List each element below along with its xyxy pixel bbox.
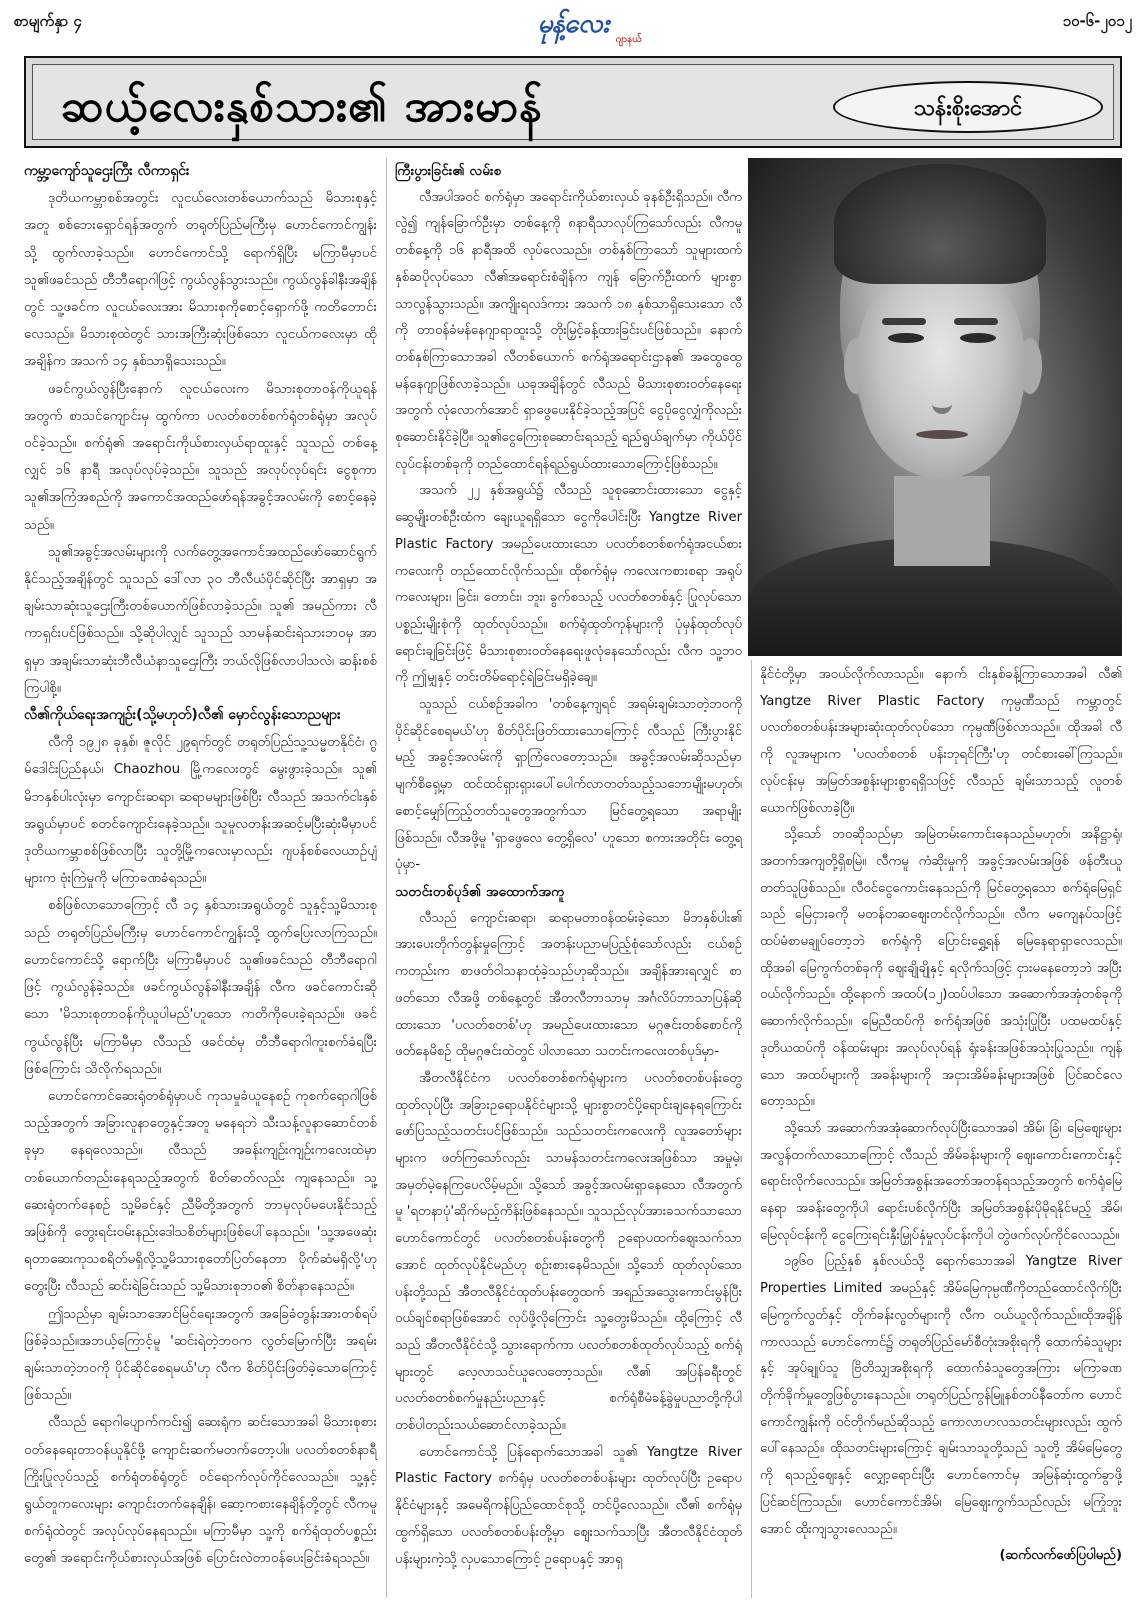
- paragraph: အသက် ၂၂ နှစ်အရွယ်၌ လီသည် သူစုဆောင်းထားသော ငွေနှင့် ဆွေမျိုးတစ်ဦးထံက ချေးယူရရှိသော ငွေကိုပေါင်းပြီး Yangtze River Plastic Factory အမည်ပေးထားသော ပလတ်စတစ်စက်ရုံအငယ်စားကလေးကို တည်ထောင်လိုက်သည်။ ထိုစက်ရုံမှ ကလေးကစားစရာ အရုပ်ကလေးများ၊ ခြင်း၊ တောင်း၊ ဘူး၊ ခွက်စသည့် ပလတ်စတစ်နှင့် ပြုလုပ်သော ပစ္စည်းမျိုးစုံကို ထုတ်လုပ်သည်။ စက်ရုံထုတ်ကုန်များကို ပုံမှန်ထုတ်လုပ်ရောင်းချခြင်းဖြင့် မိသားစုစားဝတ်နေရေးဖူလုံနေသော်လည်း လီက သူ့ဘဝကို ဤမျှနှင့် တင်းတိမ်ရောင့်ရဲခြင်းမရှိခဲ့ချေ။: [395, 483, 742, 686]
- author-oval: [833, 81, 1103, 133]
- headline-box: [24, 56, 1122, 148]
- article-column-2: [395, 158, 742, 1573]
- page-header: [0, 0, 1146, 52]
- paragraph: ဒုတိယကမ္ဘာစစ်အတွင်း လူငယ်လေးတစ်ယောက်သည် မိသားစုနှင့်အတူ စစ်ဘေးရှောင်ရန်အတွက် တရုတ်ပြည်မကြီးမှ ဟောင်ကောင်ကျွန်းသို့ ထွက်လာခဲ့သည်။ ဟောင်ကောင်သို့ ရောက်ရှိပြီး မကြာမီမှာပင် သူ၏ဖခင်သည် တီဘီရောဂါဖြင့် ကွယ်လွန်သွားသည်။ ကွယ်လွန်ခါနီးအချိန်တွင် သူ့ဖခင်က လူငယ်လေးအား မိသားစုကိုစောင့်ရှောက်ဖို့ ကတိတောင်းလေသည်။ မိသားစုထဲတွင် သားအကြီးဆုံးဖြစ်သော လူငယ်ကလေးမှာ ထိုအချိန်က အသက် ၁၄ နှစ်သာရှိသေးသည်။: [24, 191, 377, 370]
- paragraph: လီသည် ကျောင်းဆရာ၊ ဆရာမတာဝန်ထမ်းခဲ့သော မိဘနှစ်ပါး၏ အားပေးတိုက်တွန်းမှုကြောင့် အတန်းပညာမပြည့်စုံသော်လည်း ငယ်စဉ်ကတည်းက စာဖတ်ဝါသနာထုံခဲ့သည်ဟုဆိုသည်။ အချိန်အားရလျှင် စာဖတ်သော လီအဖို့ တစ်နေ့တွင် အီတလီဘာသာမှ အင်္ဂလိပ်ဘာသာပြန်ဆိုထားသော 'ပလတ်စတစ်'ဟု အမည်ပေးထားသော မဂ္ဂဇင်းတစ်စောင်ကို ဖတ်နေမိစဉ် ထိုမဂ္ဂဇင်းထဲတွင် ပါလာသော သတင်းကလေးတစ်ပုဒ်မှာ-: [395, 910, 742, 1060]
- section-heading: လီ၏ကိုယ်ရေးအကျဉ်း(သို့မဟုတ်)လီ၏ မှောင်လွန်းသောညများ: [24, 707, 341, 724]
- paragraph: သူ၏အခွင့်အလမ်းများကို လက်တွေ့အကောင်အထည်ဖော်ဆောင်ရွက်နိုင်သည့်အချိန်တွင် သူသည် ဒေါ်လာ ၃၀ ဘီလီယံပိုင်ဆိုင်ပြီး အာရှမှာ အချမ်းသာဆုံးသူဌေးကြီးတစ်ယောက်ဖြစ်လာခဲ့သည်။ သူ၏ အမည်ကား လီကာရှင်းပင်ဖြစ်သည်။ သို့ဆိုပါလျှင် သူသည် သာမန်ဆင်းရဲသားဘဝမှ အာရှမှာ အချမ်းသာဆုံးဘီလီယံနာသူဌေးကြီး ဘယ်လိုဖြစ်လာပါသလဲ၊ ဆန်းစစ်ကြပါစို့။: [24, 544, 377, 696]
- photo-brow: [954, 318, 998, 325]
- photo-mouth: [916, 430, 968, 439]
- logo-main-text: မုန့်လေး: [537, 9, 609, 39]
- page-number: စာမျက်နှာ ၄: [14, 12, 82, 30]
- column-divider: [386, 158, 387, 1598]
- paragraph: ဟောင်ကောင်ဆေးရုံတစ်ရုံမှာပင် ကုသမှုခံယူနေစဉ် ကုစက်ရောဂါဖြစ်သည့်အတွက် အခြားလူနာတွေနှင့်အတူ မနေရဘဲ သီးသန့်လူနာဆောင်တစ်ခုမှာ နေရလေသည်။ လီသည် အခန်းကျဉ်းကျဉ်းကလေးထဲမှာ တစ်ယောက်တည်းနေရသည့်အတွက် စိတ်ဓာတ်လည်း ကျနေသည်။ သူ့ဆေးရုံတက်နေစဉ် သူ့မိခင်နှင့် ညီမိတို့အတွက် ဘာမှလုပ်မပေးနိုင်သည့်အဖြစ်ကို တွေးရင်းဝမ်းနည်းဒေါသစိတ်များဖြစ်ပေါ်နေသည်။ 'သူ့အဖေဆုံးရတာဆေးကုသစရိတ်မရှိလို့သူ့မိသားစုတော်ပြတ်နေတာ ပိုက်ဆံမရှိလို့'ဟု တွေးပြီး လီသည် ဆင်းရဲခြင်းသည် သူ့မိသားစုဘဝ၏ စိတ်နာနေသည်။: [24, 1088, 377, 1295]
- author-name: သန်းစိုးအောင်: [913, 96, 1023, 121]
- article-column-1: [24, 158, 377, 1573]
- issue-date: ၁၀-၆-၂၀၁၂: [1062, 12, 1132, 30]
- photo-brow: [882, 318, 926, 325]
- paragraph: သူသည် ငယ်စဉ်အခါက 'တစ်နေ့ကျရင် အရမ်းချမ်းသာတဲ့ဘဝကို ပိုင်ဆိုင်စေရမယ်'ဟု စိတ်ပိုင်းဖြတ်ထားသောကြောင့် လီသည် ကြီးပွားနိုင်မည့် အခွင့်အလမ်းကို ရှာကြံလေတော့သည်။ အခွင့်အလမ်းဆိုသည်မှာ မျက်စိရှေ့မှာ ထင်ထင်ရှားရှားပေါ်ပေါက်လာတတ်သည့်သဘောမျိုးမဟုတ်၊ စောင့်မျှော်ကြည့်တတ်သူတွေအတွက်သာ မြင်တွေ့ရသော အရာမျိုးဖြစ်သည်။ လီအဖို့မူ 'ရှာဖွေလေ တွေ့ရှိလေ' ဟူသော စကားအတိုင်း တွေ့ရပုံမှာ-: [395, 697, 742, 873]
- paragraph: လီသည် ရောဂါပျောက်ကင်း၍ ဆေးရုံက ဆင်းသောအခါ မိသားစုစားဝတ်နေရေးတာဝန်ယူနိုင်ဖို့ ကျောင်းဆက်မတက်တော့ပါ။ ပလတ်စတစ်နာရီကြိုးပြုလုပ်သည့် စက်ရုံတစ်ရုံတွင် ဝင်ရောက်လုပ်ကိုင်လေသည်။ သူ့နှင့်ရွယ်တူကလေးများ ကျောင်းတက်နေချိန်၊ ဆော့ကစားနေချိန်တို့တွင် လီကမူ စက်ရုံထဲတွင် အလုပ်လုပ်နေရသည်။ မကြာမီမှာ သူ့ကို စက်ရုံထုတ်ပစ္စည်းတွေ၏ အရောင်းကိုယ်စားလှယ်အဖြစ် ပြောင်းလဲတာဝန်ပေးခြင်းခံရသည်။: [24, 1415, 377, 1567]
- paragraph: သို့သော် အဆောက်အအုံဆောက်လုပ်ပြီးသောအခါ အိမ်၊ ခြံ၊ မြေဈေးများ အလွန်တက်လာသောကြောင့် လီသည် အိမ်ခန်းများကို ဈေးကောင်းကောင်းနှင့် ရောင်းလိုက်လေသည်။ အမြတ်အစွန်းအတော်အတန်ရသည့်အတွက် စက်ရုံမြေနေရာ အခန်းတွေကိုပါ ရောင်းပစ်လိုက်ပြီး အမြတ်အစွန်းပိုမိုရနိုင်မည့် အိမ်၊ မြေလုပ်ငန်းကို ငွေကြေးရင်းနှီးမြှုပ်နှံမှုလုပ်ငန်းကိုပါ တွဲဖက်လုပ်ကိုင်လေသည်။: [760, 1120, 1122, 1243]
- paragraph: နိုင်ငံတို့မှာ အဝယ်လိုက်လာသည်။ နောက် ငါးနှစ်ခန့်ကြာသောအခါ လီ၏ Yangtze River Plastic Factory ကုမ္ပဏီသည် ကမ္ဘာတွင် ပလတ်စတစ်ပန်းအများဆုံးထုတ်လုပ်သော ကုမ္ပဏီဖြစ်လာသည်။ ထိုအခါ လီကို လူအများက 'ပလတ်စတစ် ပန်းဘုရင်ကြီး'ဟု တင်စားခေါ်ကြသည်။ လုပ်ငန်းမှ အမြတ်အစွန်းများစွာရရှိသဖြင့် လီသည် ချမ်းသာသည့် လူတစ်ယောက်ဖြစ်လာခဲ့ပြီ။: [760, 667, 1122, 816]
- paragraph: လီကို ၁၉၂၈ ခုနှစ်၊ ဇူလိုင် ၂၉ရက်တွင် တရုတ်ပြည်သူ့သမ္မတနိုင်ငံ၊ ဂွမ်ဒေါင်းပြည်နယ်၊ Chaozhou မြို့ကလေးတွင် မွေးဖွားခဲ့သည်။ သူ၏ မိဘနှစ်ပါးလုံးမှာ ကျောင်းဆရာ၊ ဆရာမများဖြစ်ပြီး လီသည် အသက်ငါးနှစ်အရွယ်မှာပင် စတင်ကျောင်းနေခဲ့သည်။ သူမူလတန်းအဆင့်မပြီးဆုံးမီမှာပင် ဒုတိယကမ္ဘာစစ်ဖြစ်လာပြီး သူတို့မြို့ကလေးမှာလည်း ဂျပန်စစ်လေယာဉ်ပျံများက ဗုံးကြဲမှုကို မကြာခဏခံရသည်။: [24, 735, 377, 887]
- paragraph: စစ်ဖြစ်လာသောကြောင့် လီ ၁၄ နှစ်သားအရွယ်တွင် သူနှင့်သူ့မိသားစုသည် တရုတ်ပြည်မကြီးမှ ဟောင်ကောင်ကျွန်းသို့ ထွက်ပြေးလာကြသည်။ ဟောင်ကောင်သို့ ရောက်ပြီး မကြာမီမှာပင် သူ၏ဖခင်သည် တီဘီရောဂါဖြင့် ကွယ်လွန်ခဲ့သည်။ ဖခင်ကွယ်လွန်ခါနီးအချိန် လီက ဖခင်ကောင်းဆိုသော 'မိသားစုတာဝန်ကိုယူပါမည်'ဟူသော ကတိကိုပေးခဲ့ရသည်။ ဖခင်ကွယ်လွန်ပြီး မကြာမီမှာ လီသည် ဖခင်ထံမှ တီဘီရောဂါကူးစက်ခံရပြီးဖြစ်ကြောင်း သိလိုက်ရသည်။: [24, 898, 377, 1077]
- photo-neck: [894, 476, 990, 566]
- logo-sub-text: ဂျာနယ်: [615, 34, 642, 45]
- photo-eye: [960, 333, 996, 343]
- portrait-photo: [748, 158, 1122, 656]
- continued-note: (ဆက်လက်ဖော်ပြပါမည်): [999, 1548, 1122, 1564]
- paragraph: သို့သော် ဘဝဆိုသည်မှာ အမြဲတမ်းကောင်းနေသည်မဟုတ်၊ အနိဋ္ဌာရုံ၊ အတက်အကျတို့ရှိစမြဲ။ လီကမူ ကံဆိုးမှုကို အခွင့်အလမ်းအဖြစ် ဖန်တီးယူတတ်သူဖြစ်သည်။ လီဝင်ငွေကောင်းနေသည်ကို မြင်တွေ့ရသော စက်ရုံမြေရှင်သည် မြေငှားခကို မတန်တဆဈေးတင်လိုက်သည်။ လီက မကျေနပ်သဖြင့် ထပ်မံစာမချုပ်တော့ဘဲ စက်ရုံကို ပြောင်းရွှေ့ရန် မြေနေရာရှာလေသည်။ ထိုအခါ မြေကွက်တစ်ခုကို ဈေးချိုချိုနှင့် ရလိုက်သဖြင့် ငှားမနေတော့ဘဲ အပြီးဝယ်လိုက်သည်။ ထို့နောက် အထပ်(၁၂)ထပ်ပါသော အဆောက်အအုံတစ်ခုကို ဆောက်လိုက်သည်။ မြေညီထပ်ကို စက်ရုံအဖြစ် အသုံးပြုပြီး ပထမထပ်နှင့် ဒုတိယထပ်ကို ဝန်ထမ်းများ အလုပ်လုပ်ရန် ရုံးခန်းအဖြစ်အသုံးပြုသည်။ ကျန်သော အထပ်များကို အခန်းများကို အငှားအိမ်ခန်းများအဖြစ် ပြင်ဆင်လေတော့သည်။: [760, 827, 1122, 1110]
- section-heading: ကမ္ဘာ့ကျော်သူဌေးကြီး လီကာရှင်း: [24, 163, 190, 179]
- masthead-logo: [498, 2, 648, 48]
- article-column-3: [760, 662, 1122, 1570]
- paragraph: ဟောင်ကောင်သို့ ပြန်ရောက်သောအခါ သူ၏ Yangtze River Plastic Factory စက်ရုံမှ ပလတ်စတစ်ပန်းများ ထုတ်လုပ်ပြီး ဥရောပနိုင်ငံများနှင့် အမေရိကန်ပြည်ထောင်စုသို့ တင်ပို့လေသည်။ လီ၏ စက်ရုံမှ ထွက်ရှိသော ပလတ်စတစ်ပန်းတို့မှာ ဈေးသက်သာပြီး အီတလီနိုင်ငံထုတ်ပန်းများကဲ့သို့ လှပသောကြောင့် ဥရောပနှင့် အာရှ: [395, 1444, 742, 1567]
- paragraph: ၁၉၆၀ ပြည့်နှစ် နှစ်လယ်သို့ ရောက်သောအခါ Yangtze River Properties Limited အမည်နှင့် အိမ်မြေကုမ္ပဏီကိုတည်ထောင်လိုက်ပြီး မြေကွက်လွတ်နှင့် တိုက်ခန်းလွတ်များကို လီက ဝယ်ယူလိုက်သည်။ထိုအချိန်ကာလသည် ဟောင်ကောင်၌ တရုတ်ပြည်မော်စီတုံးအစိုးရကို ထောက်ခံသူများနှင့် အုပ်ချုပ်သူ ဗြိတိသျှအစိုးရကို ထောက်ခံသူတွေအကြား မကြာခဏတိုက်ခိုက်မှုတွေဖြစ်ပွားနေသည်။ တရုတ်ပြည်ကွန်မြူနစ်တပ်နီတော်က ဟောင်ကောင်ကျွန်းကို ဝင်တိုက်မည်ဆိုသည့် ကောလာဟလသတင်းများလည်း ထွက်ပေါ်နေသည်။ ထိုသတင်းများကြောင့် ချမ်းသာသူတို့သည် သူတို့ အိမ်မြေတွေကို ရသည့်ဈေးနှင့် လျှော့ရောင်းပြီး ဟောင်ကောင်မှ အမြန်ဆုံးထွက်ခွာဖို့ ပြင်ဆင်ကြသည်။ ဟောင်ကောင်အိမ်၊ မြေဈေးကွက်သည်လည်း မကြုံဘူးအောင် ထိုးကျသွားလေသည်။: [760, 1254, 1122, 1537]
- paragraph: လီအပါအဝင် စက်ရုံမှာ အရောင်းကိုယ်စားလှယ် ခုနစ်ဦးရှိသည်။ လီကလွဲ၍ ကျန်ခြောက်ဦးမှာ တစ်နေ့ကို ၈နာရီသာလုပ်ကြသော်လည်း လီကမူ တစ်နေ့ကို ၁၆ နာရီအထိ လုပ်လေသည်။ တစ်နှစ်ကြာသော် သူများထက် နှစ်ဆပိုလုပ်သော လီ၏အရောင်းစံချိန်က ကျန် ခြောက်ဦးထက် များစွာ သာလွန်သွားသည်။ အကျိုးရလဒ်ကား အသက် ၁၈ နှစ်သာရှိသေးသော လီကို တာဝန်ခံမန်နေဂျာရာထူးသို့ တိုးမြှင့်ခန့်ထားခြင်းပင်ဖြစ်သည်။ နောက်တစ်နှစ်ကြာသောအခါ လီတစ်ယောက် စက်ရုံအရောင်းဌာန၏ အထွေထွေမန်နေဂျာဖြစ်လာခဲ့သည်။ ယခုအချိန်တွင် လီသည် မိသားစုစားဝတ်နေရေးအတွက် လုံလောက်အောင် ရှာဖွေပေးနိုင်ခဲ့သည့်အပြင် ငွေပိုငွေလျှံကိုလည်း စုဆောင်းနိုင်ခဲ့ပြီ။ သူ၏ငွေကြေးစုဆောင်းရသည့် ရည်ရွယ်ချက်မှာ ကိုယ်ပိုင်လုပ်ငန်းတစ်ခုကို တည်ထောင်ရန်ရည်ရွယ်ထားသောကြောင့်ဖြစ်သည်။: [395, 189, 742, 472]
- paragraph: ဤသည်မှာ ချမ်းသာအောင်မြင်ရေးအတွက် အခြေခံတွန်းအားတစ်ရပ်ဖြစ်ခဲ့သည်။အဘယ့်ကြောင့်မူ 'ဆင်းရဲတဲ့ဘဝက လွတ်မြောက်ပြီး အရမ်းချမ်းသာတဲ့ဘဝကို ပိုင်ဆိုင်စေရမယ်'ဟု လီက စိတ်ပိုင်းဖြတ်ခဲ့သောကြောင့်ဖြစ်သည်။: [24, 1306, 377, 1404]
- headline-inner: [32, 64, 1114, 140]
- paragraph: အီတလီနိုင်ငံက ပလတ်စတစ်စက်ရုံများက ပလတ်စတစ်ပန်းတွေ ထုတ်လုပ်ပြီး အခြားဥရောပနိုင်ငံများသို့ များစွာတင်ပို့ရောင်းချနေရကြောင်း ဖော်ပြသည့်သတင်းပင်ဖြစ်သည်။ သည်သတင်းကလေးကို လူအတော်များများက ဖတ်ကြသော်လည်း သာမန်သတင်းကလေးအဖြစ်သာ အမှုမဲ့၊ အမှတ်မဲ့နေကြပေလိမ့်မည်။ သို့သော် အခွင့်အလမ်းရှာနေသော လီအတွက်မူ 'ရတနာပုံ'ဆိုက်မည့်ကိန်းဖြစ်နေသည်။ သူသည်လုပ်အားခသက်သာသော ဟောင်ကောင်တွင် ပလတ်စတစ်ပန်းတွေကို ဥရောပထက်ဈေးသက်သာအောင် ထုတ်လုပ်နိုင်မည်ဟု စဉ်းစားနေမိသည်။ သို့သော် ထုတ်လုပ်သော ပန်းတို့သည် အီတလီနိုင်ငံထုတ်ပန်းတွေထက် အရည်အသွေးကောင်းမွန်ပြီး ဝယ်ချင်စရာဖြစ်အောင် လုပ်ဖို့လိုကြောင်း သူ့တွေးမိသည်။ ထို့ကြောင့် လီသည် အီတလီနိုင်ငံသို့ သွားရောက်ကာ ပလတ်စတစ်ထုတ်လုပ်သည့် စက်ရုံများတွင် လေ့လာသင်ယူလေတော့သည်။ လီ၏ အပြန်ခရီးတွင် ပလတ်စတစ်စက်မှုနည်းပညာနှင့် စက်ရုံစီမံခန့်ခွဲမှုပညာတို့ကိုပါ တစ်ပါတည်းသယ်ဆောင်လာခဲ့သည်။: [395, 1070, 742, 1434]
- column-divider: [751, 660, 752, 1598]
- section-heading: သတင်းတစ်ပုဒ်၏ အထောက်အကူ: [395, 883, 565, 900]
- photo-hair: [834, 164, 1046, 284]
- article-title: ဆယ့်လေးနှစ်သား၏ အားမာန်: [61, 81, 544, 132]
- photo-nose: [932, 358, 952, 414]
- section-heading: ကြီးပွားခြင်း၏ လမ်းစ: [395, 163, 502, 179]
- paragraph: ဖခင်ကွယ်လွန်ပြီးနောက် လူငယ်လေးက မိသားစုတာဝန်ကိုယူရန်အတွက် စာသင်ကျောင်းမှ ထွက်ကာ ပလတ်စတစ်စက်ရုံတစ်ရုံမှာ အလုပ်ဝင်ခဲ့သည်။ စက်ရုံ၏ အရောင်းကိုယ်စားလှယ်ရာထူးနှင့် သူသည် တစ်နေ့လျှင် ၁၆ နာရီ အလုပ်လုပ်ခဲ့သည်။ သူသည် အလုပ်လုပ်ရင်း ငွေစုကာ သူ၏အကြံအစည်ကို အကောင်အထည်ဖော်ရန်အခွင့်အလမ်းကို စောင့်နေခဲ့သည်။: [24, 381, 377, 533]
- photo-eye: [888, 333, 924, 343]
